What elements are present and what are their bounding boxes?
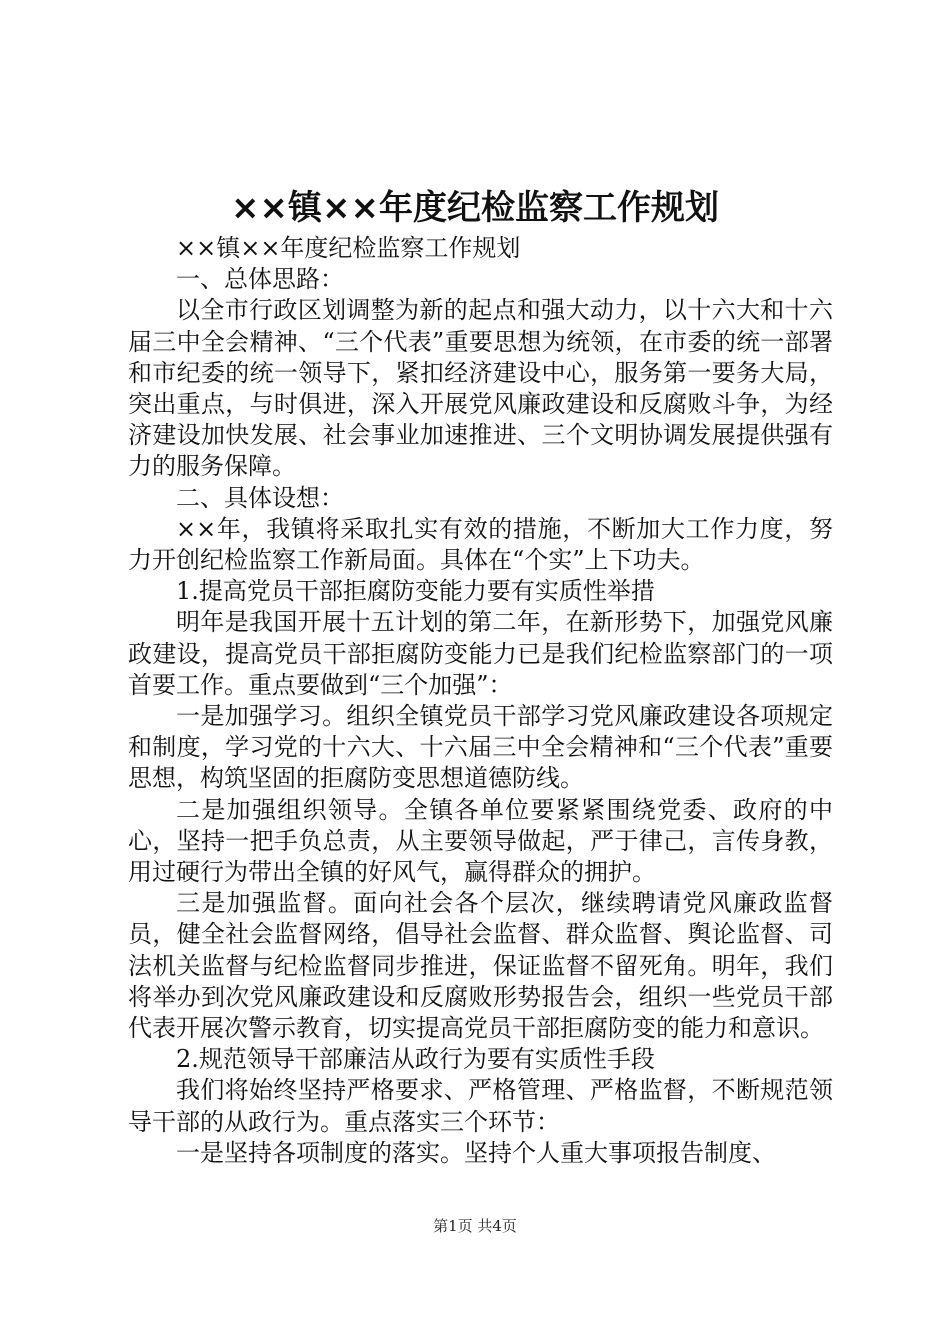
paragraph-1-leadership: 二是加强组织领导。全镇各单位要紧紧围绕党委、政府的中心，坚持一把手负总责，从主要领导做起，严于律己，言传身教，用过硬行为带出全镇的好风气，赢得群众的拥护。 bbox=[128, 795, 833, 887]
document-title: ××镇××年度纪检监察工作规划 bbox=[231, 188, 719, 228]
section-heading-overall: 一、总体思路： bbox=[176, 265, 344, 294]
paragraph-2-system: 一是坚持各项制度的落实。坚持个人重大事项报告制度、 bbox=[176, 1138, 776, 1167]
paragraph-2-intro: 我们将始终坚持严格要求、严格管理、严格监督，不断规范领导干部的从政行为。重点落实三个环节： bbox=[128, 1076, 833, 1136]
subheading-1: 1.提高党员干部拒腐防变能力要有实质性举措 bbox=[176, 577, 655, 606]
paragraph-1-intro: 明年是我国开展十五计划的第二年，在新形势下，加强党风廉政建设，提高党员干部拒腐防变能力已是我们纪检监察部门的一项首要工作。重点要做到“三个加强”： bbox=[128, 608, 833, 699]
document-body bbox=[128, 233, 833, 1169]
page-number-footer: 第1页 共4页 bbox=[433, 1217, 517, 1235]
paragraph-heading-repeat: ××镇××年度纪检监察工作规划 bbox=[176, 234, 521, 262]
paragraph-overall: 以全市行政区划调整为新的起点和强大动力，以十六大和十六届三中全会精神、“三个代表”重要思想为统领，在市委的统一部署和市纪委的统一领导下，紧扣经济建设中心，服务第一要务大局，突出重点，与时俱进，深入开展党风廉政建设和反腐败斗争，为经济建设加快发展、社会事业加速推进、三个文明协调发展提供强有力的服务保障。 bbox=[128, 296, 833, 481]
paragraph-specific-intro: ××年，我镇将采取扎实有效的措施，不断加大工作力度，努力开创纪检监察工作新局面。具体在“个实”上下功夫。 bbox=[128, 514, 833, 575]
paragraph-1-supervision: 三是加强监督。面向社会各个层次，继续聘请党风廉政监督员，健全社会监督网络，倡导社会监督、群众监督、舆论监督、司法机关监督与纪检监督同步推进，保证监督不留死角。明年，我们将举办到次党风廉政建设和反腐败形势报告会，组织一些党员干部代表开展次警示教育，切实提高党员干部拒腐防变的能力和意识。 bbox=[128, 889, 833, 1043]
section-heading-specific: 二、具体设想： bbox=[176, 483, 344, 512]
paragraph-1-study: 一是加强学习。组织全镇党员干部学习党风廉政建设各项规定和制度，学习党的十六大、十六届三中全会精神和“三个代表”重要思想，构筑坚固的拒腐防变思想道德防线。 bbox=[128, 702, 833, 793]
subheading-2: 2.规范领导干部廉洁从政行为要有实质性手段 bbox=[176, 1045, 655, 1074]
